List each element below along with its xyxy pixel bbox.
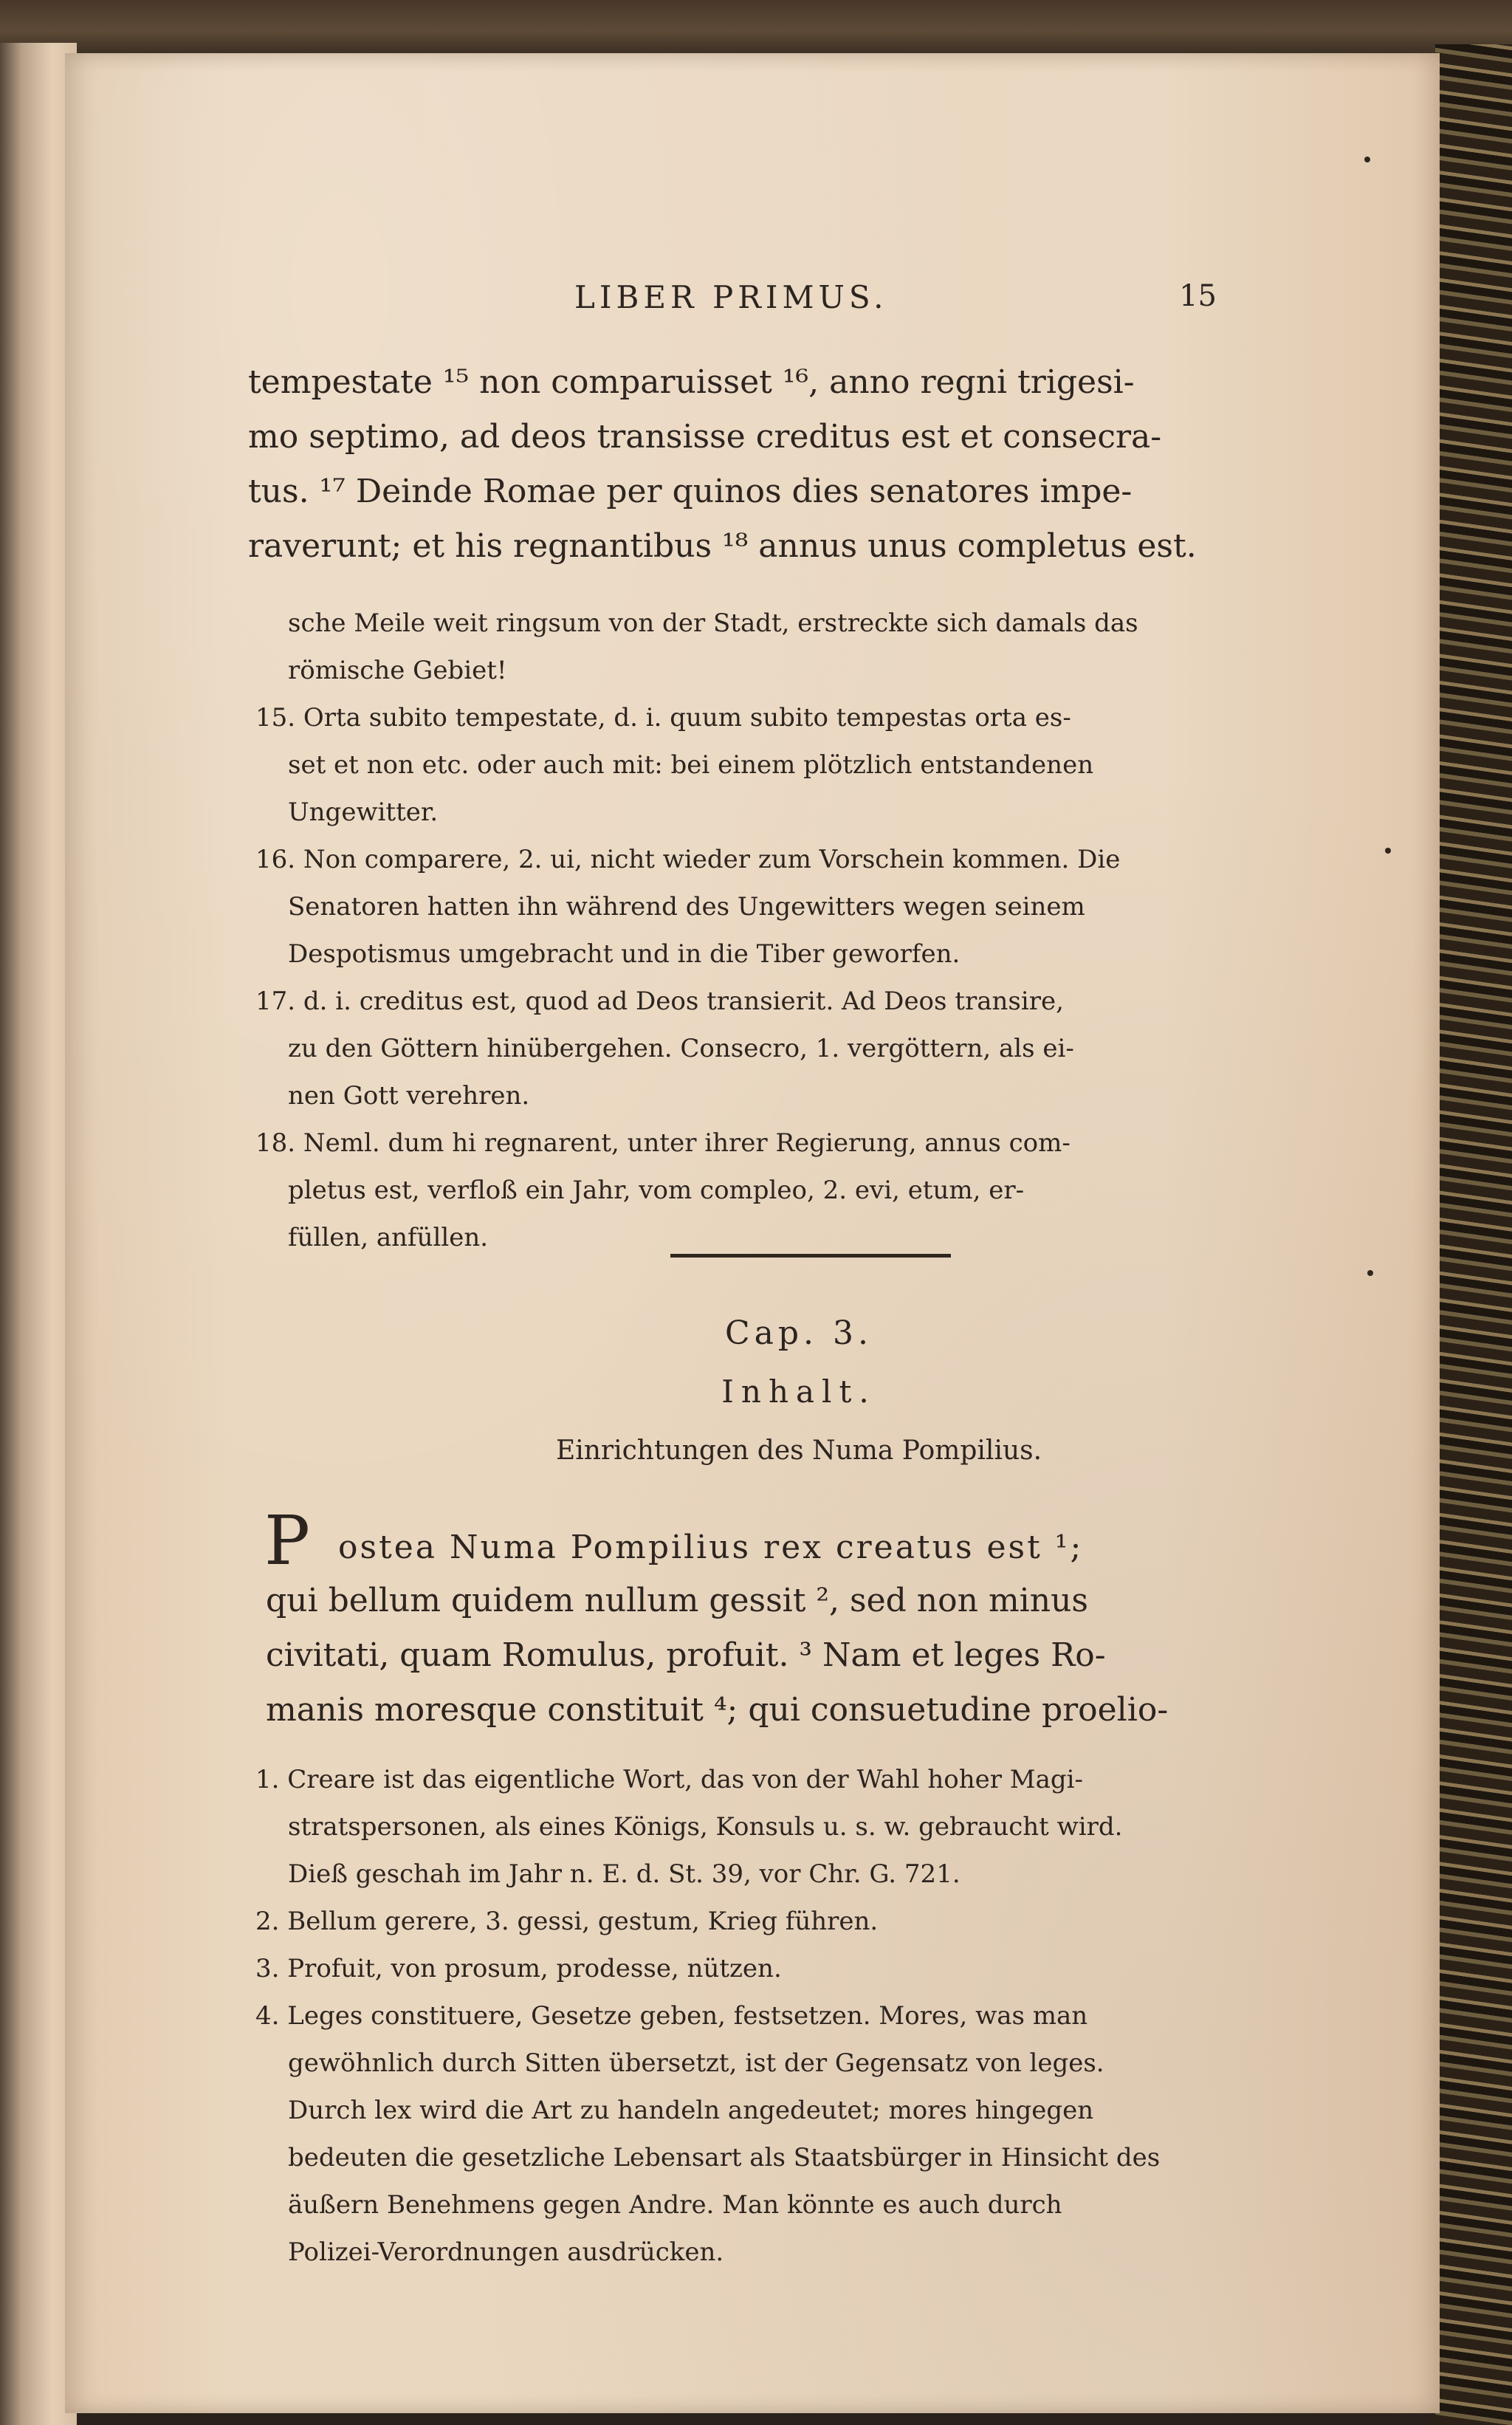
chapter-subtitle: Einrichtungen des Numa Pompilius. [555,1436,1042,1466]
footnote-line: 3. Profuit, von prosum, prodesse, nützen. [255,1954,782,1983]
footnote-line: 1. Creare ist das eigentliche Wort, das von der Wahl hoher Magi- [255,1765,1083,1794]
note-line: 18. Neml. dum hi regnarent, unter ihrer Regierung, annus com- [255,1128,1071,1158]
note-line: sche Meile weit ringsum von der Stadt, erstreckte sich damals das [288,608,1138,638]
upper-latin-line: raverunt; et his regnantibus ¹⁸ annus unus completus est. [248,527,1197,565]
note-line: zu den Göttern hinübergehen. Consecro, 1. vergöttern, als ei- [288,1034,1074,1063]
upper-latin-line: mo septimo, ad deos transisse creditus est et consecra- [248,418,1162,456]
drop-cap: P [264,1501,310,1580]
running-header: LIBER PRIMUS. [574,279,888,315]
main-text-first-line: ostea Numa Pompilius rex creatus est ¹; [338,1529,1084,1566]
chapter-contents-label: Inhalt. [721,1373,876,1410]
upper-latin-line: tempestate ¹⁵ non comparuisset ¹⁶, anno regni trigesi- [248,363,1135,401]
section-divider [670,1254,951,1258]
footnote-line: bedeuten die gesetzliche Lebensart als Staatsbürger in Hinsicht des [288,2143,1161,2172]
note-line: Senatoren hatten ihn während des Ungewitters wegen seinem [288,892,1085,922]
ink-speck [1385,848,1391,854]
ink-speck [1367,1270,1373,1276]
note-line: set et non etc. oder auch mit: bei einem plötzlich entstandenen [288,750,1094,780]
note-line: nen Gott verehren. [288,1081,530,1111]
footnote-line: 2. Bellum gerere, 3. gessi, gestum, Krieg führen. [255,1907,879,1936]
note-line: 16. Non comparere, 2. ui, nicht wieder zum Vorschein kommen. Die [255,845,1121,874]
main-text-line: manis moresque constituit ⁴; qui consuetudine proelio- [266,1691,1169,1729]
ink-speck [1364,157,1370,162]
note-line: römische Gebiet! [288,656,507,685]
footnote-line: gewöhnlich durch Sitten übersetzt, ist der Gegensatz von leges. [288,2048,1104,2078]
footnote-line: Durch lex wird die Art zu handeln angedeutet; mores hingegen [288,2096,1094,2125]
note-line: 17. d. i. creditus est, quod ad Deos transierit. Ad Deos transire, [255,987,1064,1016]
note-line: Despotismus umgebracht und in die Tiber geworfen. [288,939,961,969]
footnote-line: äußern Benehmens gegen Andre. Man könnte es auch durch [288,2190,1062,2220]
chapter-number: Cap. 3. [724,1314,873,1352]
footnote-line: Polizei-Verordnungen ausdrücken. [288,2237,724,2267]
upper-latin-line: tus. ¹⁷ Deinde Romae per quinos dies senatores impe- [248,473,1133,510]
footnote-line: Dieß geschah im Jahr n. E. d. St. 39, vor Chr. G. 721. [288,1859,961,1889]
book-page [65,53,1440,2413]
right-book-cover-edge [1435,44,1512,2425]
note-line: Ungewitter. [288,798,439,827]
note-line: pletus est, verfloß ein Jahr, vom compleo, 2. evi, etum, er- [288,1176,1025,1205]
footnote-line: 4. Leges constituere, Gesetze geben, festsetzen. Mores, was man [255,2001,1088,2031]
footnote-line: stratspersonen, als eines Königs, Konsuls u. s. w. gebraucht wird. [288,1812,1123,1842]
note-line: füllen, anfüllen. [288,1223,489,1252]
note-line: 15. Orta subito tempestate, d. i. quum subito tempestas orta es- [255,703,1071,733]
main-text-line: qui bellum quidem nullum gessit ², sed non minus [266,1582,1089,1619]
main-text-line: civitati, quam Romulus, profuit. ³ Nam et leges Ro- [266,1636,1106,1674]
page-number: 15 [1179,279,1217,313]
